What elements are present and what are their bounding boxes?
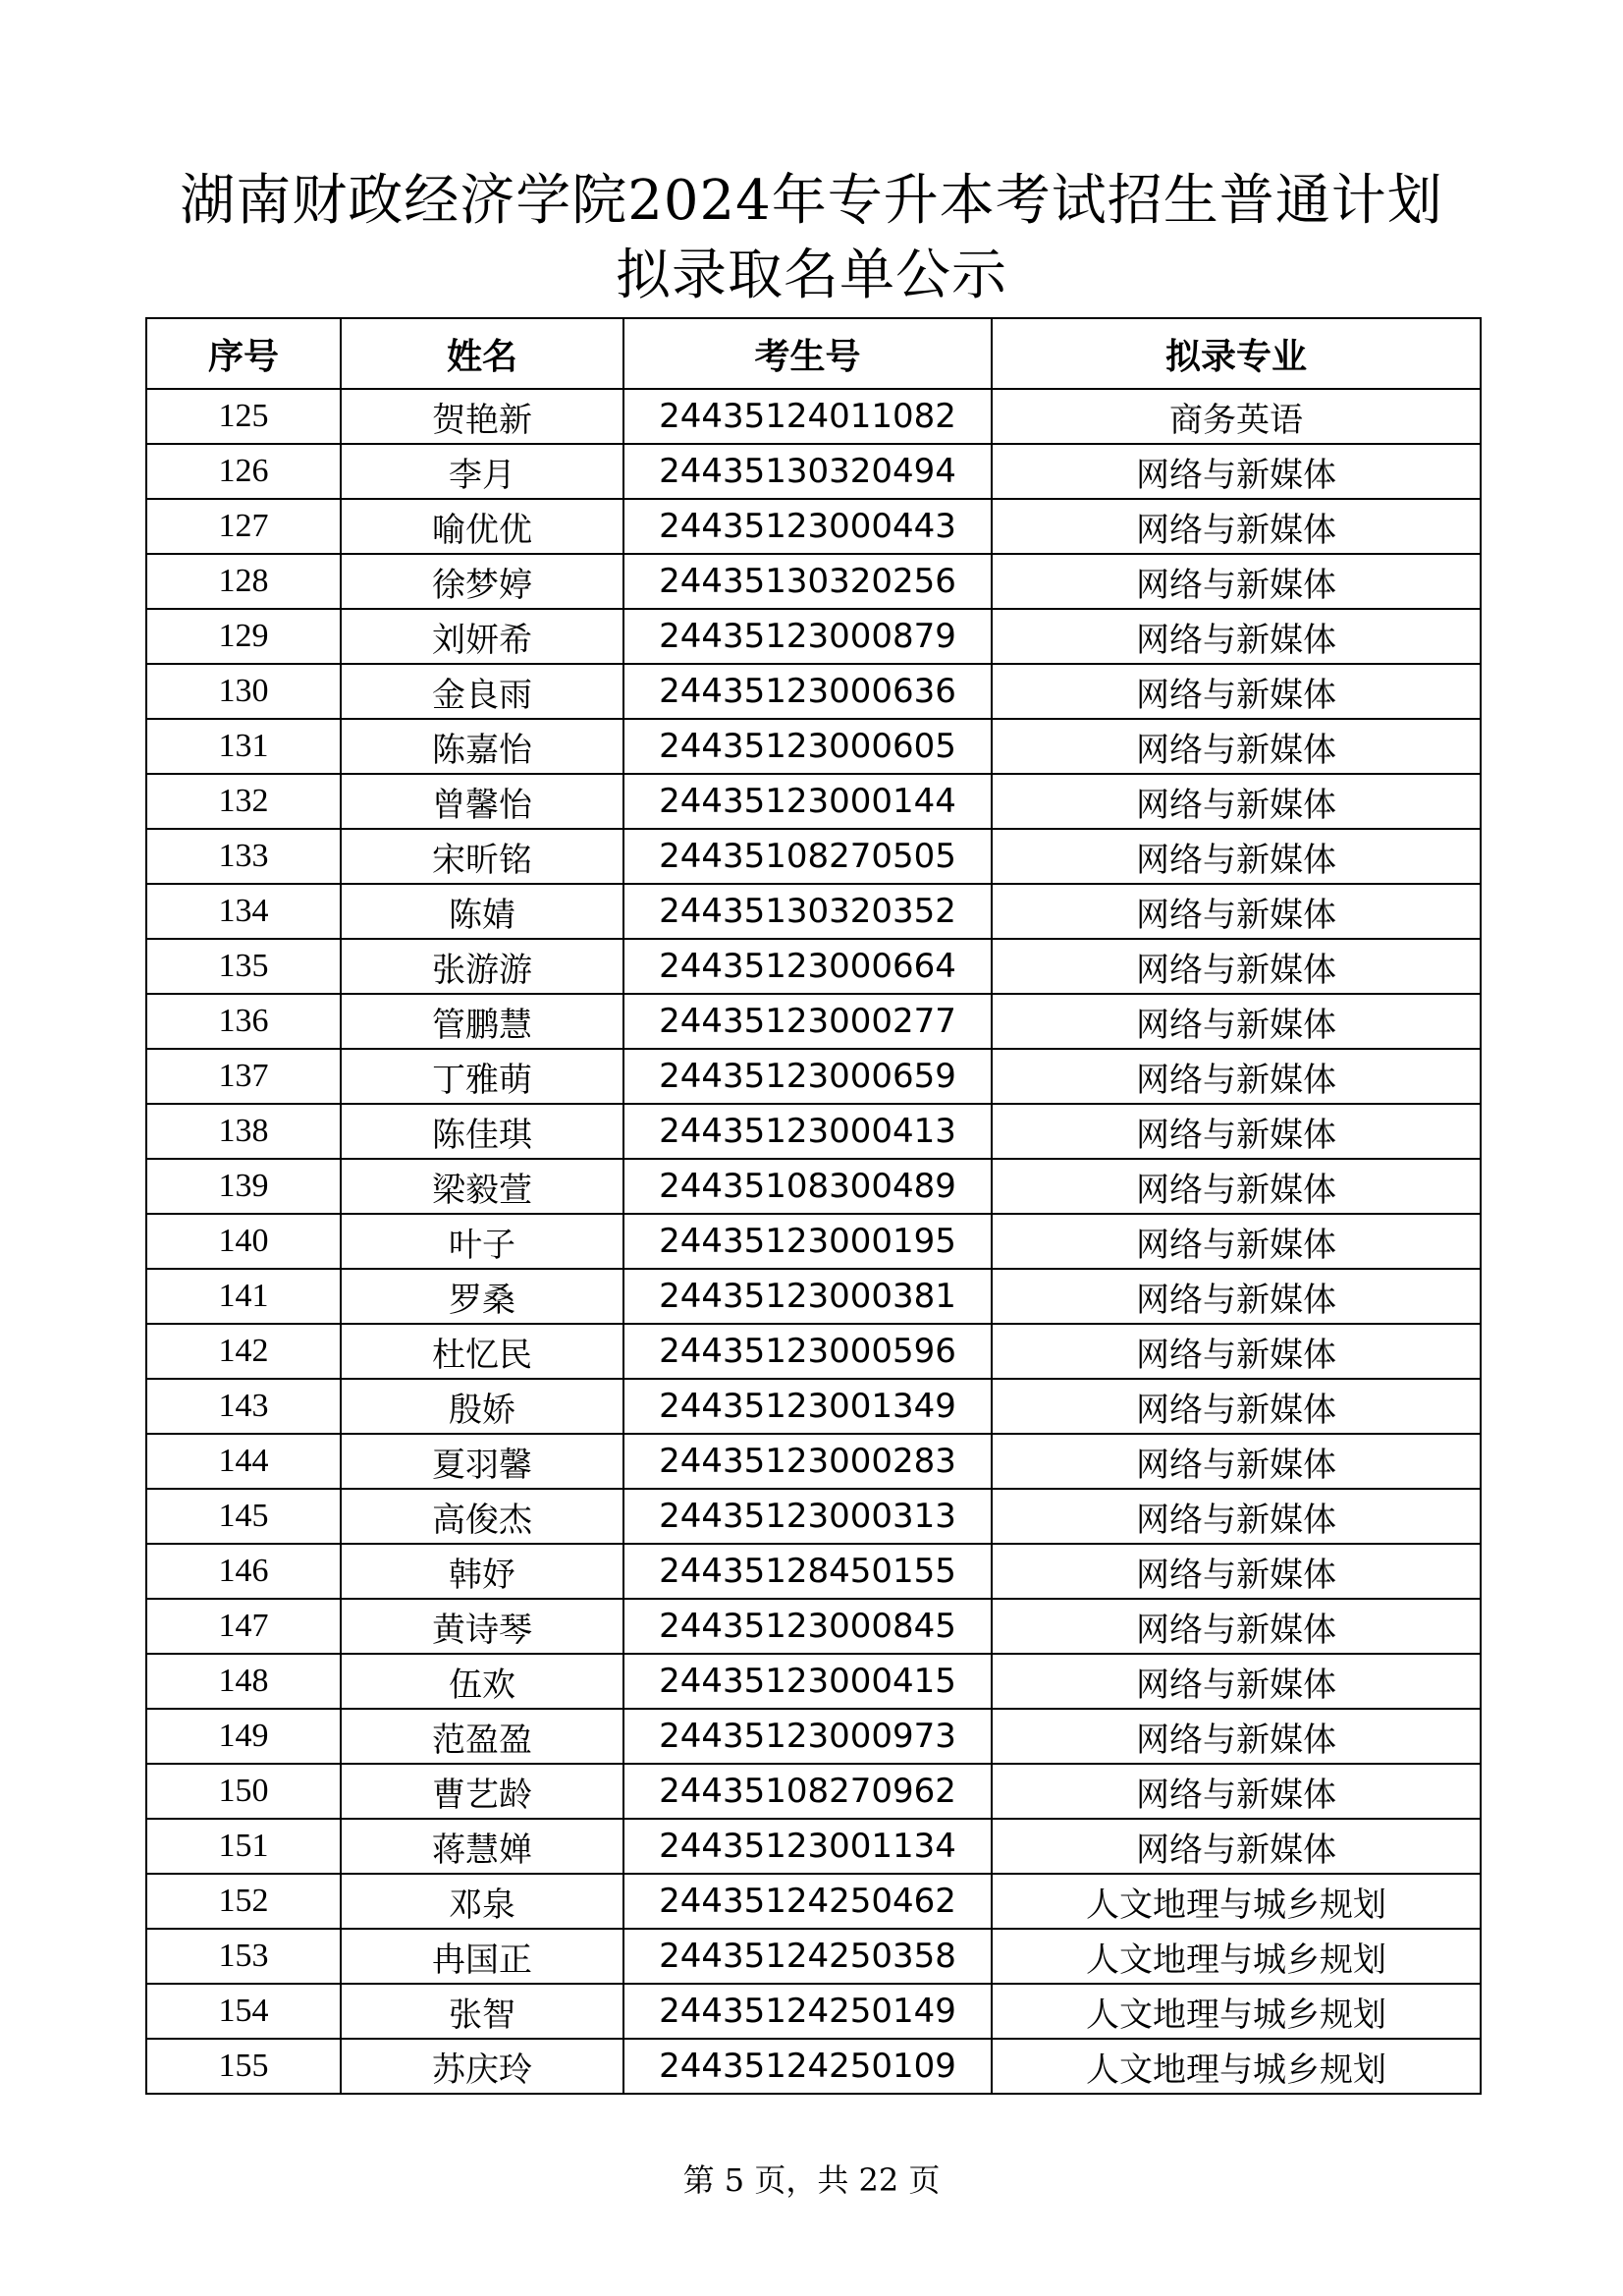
table-row — [146, 554, 1481, 609]
candidate-number-cell: 24435123000973 — [623, 1709, 992, 1764]
student-name-cell: 苏庆玲 — [341, 2039, 623, 2094]
intended-major-cell: 人文地理与城乡规划 — [992, 1984, 1481, 2039]
candidate-number-cell: 24435108300489 — [623, 1159, 992, 1214]
candidate-number-cell: 24435124011082 — [623, 389, 992, 444]
serial-number-cell: 132 — [146, 774, 341, 829]
intended-major-cell: 人文地理与城乡规划 — [992, 2039, 1481, 2094]
document-title-line-1: 湖南财政经济学院2024年专升本考试招生普通计划 — [180, 169, 1443, 233]
serial-number-cell: 143 — [146, 1379, 341, 1434]
intended-major-cell: 人文地理与城乡规划 — [992, 1929, 1481, 1984]
serial-number-cell: 131 — [146, 719, 341, 774]
table-row — [146, 829, 1481, 884]
intended-major-cell: 网络与新媒体 — [992, 1709, 1481, 1764]
candidate-number-cell: 24435123000443 — [623, 499, 992, 554]
student-name-cell: 丁雅萌 — [341, 1049, 623, 1104]
intended-major-cell: 网络与新媒体 — [992, 1379, 1481, 1434]
student-name-cell: 高俊杰 — [341, 1489, 623, 1544]
intended-major-cell: 网络与新媒体 — [992, 884, 1481, 939]
student-name-cell: 徐梦婷 — [341, 554, 623, 609]
serial-number-cell: 136 — [146, 994, 341, 1049]
candidate-number-cell: 24435123000415 — [623, 1654, 992, 1709]
serial-number-cell: 144 — [146, 1434, 341, 1489]
intended-major-cell: 网络与新媒体 — [992, 609, 1481, 664]
student-name-cell: 冉国正 — [341, 1929, 623, 1984]
candidate-number-cell: 24435123000283 — [623, 1434, 992, 1489]
candidate-number-cell: 24435123000596 — [623, 1324, 992, 1379]
table-row — [146, 1599, 1481, 1654]
serial-number-cell: 139 — [146, 1159, 341, 1214]
candidate-number-cell: 24435123000413 — [623, 1104, 992, 1159]
serial-number-cell: 141 — [146, 1269, 341, 1324]
intended-major-cell: 网络与新媒体 — [992, 499, 1481, 554]
intended-major-cell: 网络与新媒体 — [992, 444, 1481, 499]
candidate-number-cell: 24435123001134 — [623, 1819, 992, 1874]
table-row — [146, 1984, 1481, 2039]
student-name-cell: 伍欢 — [341, 1654, 623, 1709]
intended-major-cell: 网络与新媒体 — [992, 994, 1481, 1049]
table-row — [146, 1049, 1481, 1104]
candidate-number-cell: 24435123000664 — [623, 939, 992, 994]
candidate-number-cell: 24435124250358 — [623, 1929, 992, 1984]
serial-number-cell: 125 — [146, 389, 341, 444]
serial-number-cell: 153 — [146, 1929, 341, 1984]
intended-major-cell: 商务英语 — [992, 389, 1481, 444]
student-name-cell: 管鹏慧 — [341, 994, 623, 1049]
student-name-cell: 宋昕铭 — [341, 829, 623, 884]
intended-major-cell: 网络与新媒体 — [992, 1104, 1481, 1159]
serial-number-cell: 152 — [146, 1874, 341, 1929]
candidate-number-cell: 24435128450155 — [623, 1544, 992, 1599]
student-name-cell: 陈佳琪 — [341, 1104, 623, 1159]
intended-major-cell: 网络与新媒体 — [992, 939, 1481, 994]
table-row — [146, 1654, 1481, 1709]
intended-major-cell: 网络与新媒体 — [992, 829, 1481, 884]
student-name-cell: 曾馨怡 — [341, 774, 623, 829]
table-row — [146, 1324, 1481, 1379]
student-name-cell: 杜忆民 — [341, 1324, 623, 1379]
intended-major-cell: 网络与新媒体 — [992, 1654, 1481, 1709]
candidate-number-cell: 24435108270505 — [623, 829, 992, 884]
intended-major-cell: 网络与新媒体 — [992, 1269, 1481, 1324]
student-name-cell: 罗桑 — [341, 1269, 623, 1324]
table-body — [146, 389, 1481, 2094]
header-name: 姓名 — [341, 318, 623, 389]
serial-number-cell: 137 — [146, 1049, 341, 1104]
student-name-cell: 张游游 — [341, 939, 623, 994]
serial-number-cell: 135 — [146, 939, 341, 994]
intended-major-cell: 网络与新媒体 — [992, 1159, 1481, 1214]
table-row — [146, 1269, 1481, 1324]
table-row — [146, 884, 1481, 939]
page-number: 第 5 页，共 22 页 — [682, 2161, 941, 2199]
student-name-cell: 叶子 — [341, 1214, 623, 1269]
student-name-cell: 贺艳新 — [341, 389, 623, 444]
intended-major-cell: 网络与新媒体 — [992, 664, 1481, 719]
candidate-number-cell: 24435123000605 — [623, 719, 992, 774]
serial-number-cell: 145 — [146, 1489, 341, 1544]
candidate-number-cell: 24435123000277 — [623, 994, 992, 1049]
intended-major-cell: 网络与新媒体 — [992, 1049, 1481, 1104]
intended-major-cell: 网络与新媒体 — [992, 719, 1481, 774]
serial-number-cell: 138 — [146, 1104, 341, 1159]
student-name-cell: 蒋慧婵 — [341, 1819, 623, 1874]
table-row — [146, 1709, 1481, 1764]
student-name-cell: 梁毅萱 — [341, 1159, 623, 1214]
table-row — [146, 774, 1481, 829]
student-name-cell: 殷娇 — [341, 1379, 623, 1434]
table-row — [146, 994, 1481, 1049]
student-name-cell: 陈嘉怡 — [341, 719, 623, 774]
candidate-number-cell: 24435123000636 — [623, 664, 992, 719]
table-row — [146, 389, 1481, 444]
table-row — [146, 1159, 1481, 1214]
candidate-number-cell: 24435124250462 — [623, 1874, 992, 1929]
table-row — [146, 664, 1481, 719]
table-row — [146, 719, 1481, 774]
candidate-number-cell: 24435124250109 — [623, 2039, 992, 2094]
serial-number-cell: 142 — [146, 1324, 341, 1379]
serial-number-cell: 140 — [146, 1214, 341, 1269]
student-name-cell: 韩妤 — [341, 1544, 623, 1599]
student-name-cell: 曹艺龄 — [341, 1764, 623, 1819]
candidate-number-cell: 24435130320494 — [623, 444, 992, 499]
table-row — [146, 499, 1481, 554]
document-title-line-2: 拟录取名单公示 — [616, 244, 1007, 307]
candidate-number-cell: 24435123000144 — [623, 774, 992, 829]
header-intended-major: 拟录专业 — [992, 318, 1481, 389]
intended-major-cell: 网络与新媒体 — [992, 1764, 1481, 1819]
serial-number-cell: 146 — [146, 1544, 341, 1599]
student-name-cell: 黄诗琴 — [341, 1599, 623, 1654]
intended-major-cell: 网络与新媒体 — [992, 1434, 1481, 1489]
student-name-cell: 刘妍希 — [341, 609, 623, 664]
candidate-number-cell: 24435124250149 — [623, 1984, 992, 2039]
table-row — [146, 444, 1481, 499]
table-row — [146, 1214, 1481, 1269]
serial-number-cell: 133 — [146, 829, 341, 884]
table-row — [146, 1434, 1481, 1489]
candidate-number-cell: 24435123000195 — [623, 1214, 992, 1269]
intended-major-cell: 网络与新媒体 — [992, 554, 1481, 609]
header-serial-number: 序号 — [146, 318, 341, 389]
candidate-number-cell: 24435123000313 — [623, 1489, 992, 1544]
candidate-number-cell: 24435123001349 — [623, 1379, 992, 1434]
candidate-number-cell: 24435123000845 — [623, 1599, 992, 1654]
intended-major-cell: 网络与新媒体 — [992, 1324, 1481, 1379]
intended-major-cell: 人文地理与城乡规划 — [992, 1874, 1481, 1929]
serial-number-cell: 147 — [146, 1599, 341, 1654]
table-row — [146, 1874, 1481, 1929]
table-row — [146, 1489, 1481, 1544]
student-name-cell: 邓泉 — [341, 1874, 623, 1929]
student-name-cell: 张智 — [341, 1984, 623, 2039]
intended-major-cell: 网络与新媒体 — [992, 1489, 1481, 1544]
candidate-number-cell: 24435130320256 — [623, 554, 992, 609]
table-row — [146, 1379, 1481, 1434]
candidate-number-cell: 24435108270962 — [623, 1764, 992, 1819]
student-name-cell: 李月 — [341, 444, 623, 499]
serial-number-cell: 130 — [146, 664, 341, 719]
candidate-number-cell: 24435123000879 — [623, 609, 992, 664]
table-row — [146, 1929, 1481, 1984]
student-name-cell: 喻优优 — [341, 499, 623, 554]
table-row — [146, 939, 1481, 994]
table-header-row — [146, 318, 1481, 389]
header-candidate-number: 考生号 — [623, 318, 992, 389]
serial-number-cell: 149 — [146, 1709, 341, 1764]
table-row — [146, 1819, 1481, 1874]
candidate-number-cell: 24435123000381 — [623, 1269, 992, 1324]
table-row — [146, 1544, 1481, 1599]
serial-number-cell: 134 — [146, 884, 341, 939]
serial-number-cell: 155 — [146, 2039, 341, 2094]
intended-major-cell: 网络与新媒体 — [992, 1544, 1481, 1599]
student-name-cell: 金良雨 — [341, 664, 623, 719]
table-row — [146, 1764, 1481, 1819]
intended-major-cell: 网络与新媒体 — [992, 1214, 1481, 1269]
serial-number-cell: 151 — [146, 1819, 341, 1874]
student-name-cell: 范盈盈 — [341, 1709, 623, 1764]
serial-number-cell: 126 — [146, 444, 341, 499]
serial-number-cell: 150 — [146, 1764, 341, 1819]
intended-major-cell: 网络与新媒体 — [992, 1819, 1481, 1874]
student-name-cell: 夏羽馨 — [341, 1434, 623, 1489]
serial-number-cell: 154 — [146, 1984, 341, 2039]
admission-list-table — [145, 317, 1482, 2095]
table-row — [146, 609, 1481, 664]
serial-number-cell: 148 — [146, 1654, 341, 1709]
candidate-number-cell: 24435130320352 — [623, 884, 992, 939]
candidate-number-cell: 24435123000659 — [623, 1049, 992, 1104]
intended-major-cell: 网络与新媒体 — [992, 1599, 1481, 1654]
serial-number-cell: 129 — [146, 609, 341, 664]
serial-number-cell: 127 — [146, 499, 341, 554]
intended-major-cell: 网络与新媒体 — [992, 774, 1481, 829]
serial-number-cell: 128 — [146, 554, 341, 609]
table-row — [146, 2039, 1481, 2094]
student-name-cell: 陈婧 — [341, 884, 623, 939]
table-row — [146, 1104, 1481, 1159]
